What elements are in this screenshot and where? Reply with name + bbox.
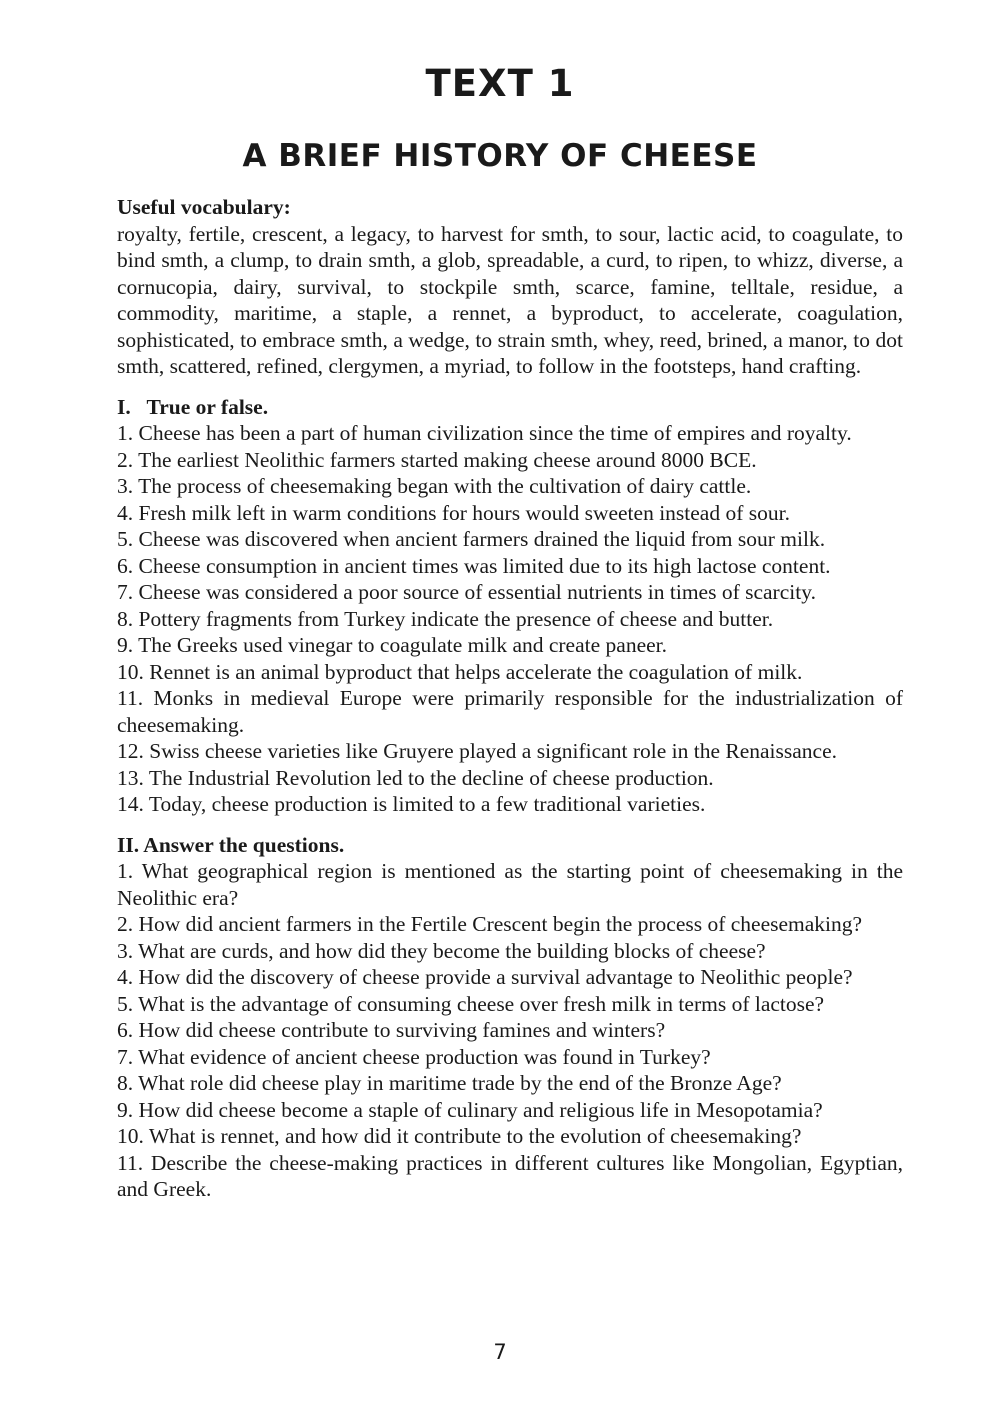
question-item: 5. What is the advantage of consuming cheese over fresh milk in terms of lactose? [117, 991, 825, 1016]
vocabulary-heading: Useful vocabulary: [117, 195, 291, 219]
true-false-statement: 9. The Greeks used vinegar to coagulate milk and create paneer. [117, 633, 668, 657]
question-item: 11. Describe the cheese-making practices in different cultures like Mongolian, Egyptian, and Greek. [117, 1150, 903, 1201]
true-false-list [117, 420, 903, 818]
question-item: 6. How did cheese contribute to surviving famines and winters? [117, 1018, 666, 1042]
true-false-statement: 14. Today, cheese production is limited to a few traditional varieties. [117, 792, 706, 816]
question-item: 9. How did cheese become a staple of culinary and religious life in Mesopotamia? [117, 1097, 823, 1122]
true-false-statement: 8. Pottery fragments from Turkey indicate the presence of cheese and butter. [117, 606, 774, 631]
question-item: 3. What are curds, and how did they become the building blocks of cheese? [117, 938, 766, 963]
questions-heading: II. Answer the questions. [117, 832, 345, 857]
question-item: 1. What geographical region is mentioned as the starting point of cheesemaking in the Neolithic era? [117, 859, 903, 910]
main-content [117, 194, 903, 1203]
page-number: 7 [493, 1340, 507, 1364]
document-title: A BRIEF HISTORY OF CHEESE [242, 138, 758, 174]
true-false-statement: 12. Swiss cheese varieties like Gruyere played a significant role in the Renaissance. [117, 739, 838, 763]
true-false-statement: 1. Cheese has been a part of human civilization since the time of empires and royalty. [117, 421, 852, 445]
question-item: 7. What evidence of ancient cheese production was found in Turkey? [117, 1044, 711, 1069]
question-item: 8. What role did cheese play in maritime trade by the end of the Bronze Age? [117, 1071, 782, 1095]
true-false-statement: 3. The process of cheesemaking began with the cultivation of dairy cattle. [117, 474, 752, 498]
questions-list [117, 858, 903, 1203]
text-number-heading: TEXT 1 [425, 62, 575, 105]
vocabulary-list: royalty, fertile, crescent, a legacy, to harvest for smth, to sour, lactic acid, to coagulate, to bind smth, a clump, to drain smth, a glob, spreadable, a curd, to ripen, to whizz, diverse, a cornucopia, dairy, survival, to stockpile smth, scarce, famine, telltale, residue, a commodity, maritime, a staple, a rennet, a byproduct, to accelerate, coagulation, sophisticated, to embrace smth, a wedge, to strain smth, whey, reed, brined, a manor, to dot smth, scattered, refined, clergymen, a myriad, to follow in the footsteps, hand crafting. [117, 221, 903, 378]
true-false-statement: 5. Cheese was discovered when ancient farmers drained the liquid from sour milk. [117, 527, 826, 551]
true-false-statement: 6. Cheese consumption in ancient times was limited due to its high lactose content. [117, 553, 831, 578]
true-false-statement: 7. Cheese was considered a poor source of essential nutrients in times of scarcity. [117, 580, 816, 604]
question-item: 2. How did ancient farmers in the Fertile Crescent begin the process of cheesemaking? [117, 912, 863, 936]
question-item: 4. How did the discovery of cheese provide a survival advantage to Neolithic people? [117, 965, 853, 989]
true-false-statement: 4. Fresh milk left in warm conditions for hours would sweeten instead of sour. [117, 500, 790, 525]
true-false-heading: I. True or false. [117, 394, 269, 419]
true-false-statement: 11. Monks in medieval Europe were primarily responsible for the industrialization of cheesemaking. [117, 686, 903, 737]
true-false-statement: 13. The Industrial Revolution led to the decline of cheese production. [117, 765, 714, 790]
question-item: 10. What is rennet, and how did it contribute to the evolution of cheesemaking? [117, 1124, 802, 1148]
true-false-statement: 10. Rennet is an animal byproduct that helps accelerate the coagulation of milk. [117, 659, 803, 684]
true-false-statement: 2. The earliest Neolithic farmers started making cheese around 8000 BCE. [117, 447, 757, 472]
